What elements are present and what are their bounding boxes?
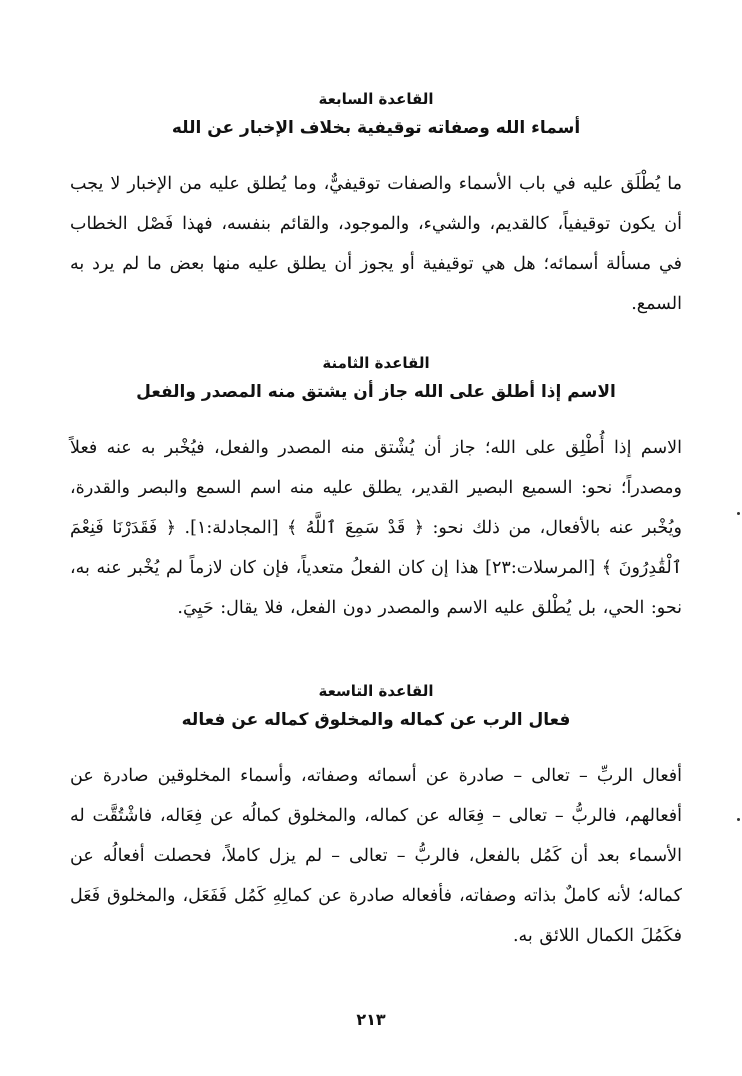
rule-eight-section	[70, 352, 682, 628]
rule-nine-subtitle: فعال الرب عن كماله والمخلوق كماله عن فعاله	[181, 710, 571, 730]
rule-nine-title: القاعدة التاسعة	[318, 682, 434, 700]
rule-eight-title: القاعدة الثامنة	[322, 354, 430, 372]
edge-mark-dot	[737, 512, 740, 515]
rule-nine-paragraph: أفعال الربِّ – تعالى – صادرة عن أسمائه وصفاته، وأسماء المخلوقين صادرة عن أفعالهم، فالربُّ – تعالى – فِعَاله عن كماله، والمخلوق كمالُه عن فِعَاله، فاشْتُقَّت له الأسماء بعد أن كَمُل بالفعل، فالربُّ – تعالى – لم يزل كاملاً، فحصلت أفعالُه عن كماله؛ لأنه كاملٌ بذاته وصفاته، فأفعاله صادرة عن كمالِهِ كَمُل فَفَعَل، والمخلوق فَعَل فكَمُلَ الكمال اللائق به.	[70, 766, 682, 946]
edge-mark-dot	[737, 818, 740, 821]
rule-nine-section	[70, 680, 682, 956]
rule-seven-paragraph: ما يُطْلَق عليه في باب الأسماء والصفات توقيفيٌّ، وما يُطلق عليه من الإخبار لا يجب أن يكون توقيفياً، كالقديم، والشيء، والموجود، والقائم بنفسه، فهذا فَصْل الخطاب في مسألة أسمائه؛ هل هي توقيفية أو يجوز أن يطلق عليه منها بعض ما لم يرد به السمع.	[70, 174, 682, 314]
rule-seven-title: القاعدة السابعة	[318, 90, 434, 108]
page-number: ٢١٣	[356, 1010, 386, 1029]
rule-seven-section	[70, 88, 682, 324]
rule-seven-subtitle: أسماء الله وصفاته توقيفية بخلاف الإخبار عن الله	[171, 118, 581, 138]
rule-eight-paragraph: الاسم إذا أُطْلِق على الله؛ جاز أن يُشْتق منه المصدر والفعل، فيُخْبر به عنه فعلاً ومصدراً؛ نحو: السميع البصير القدير، يطلق عليه منه اسم السمع والبصر والقدرة، ويُخْبر عنه بالأفعال، من ذلك نحو: ﴿ قَدْ سَمِعَ ٱللَّهُ ﴾ [المجادلة:١]. ﴿ فَقَدَرْنَا فَنِعْمَ ٱلْقَٰدِرُونَ ﴾ [المرسلات:٢٣] هذا إن كان الفعلُ متعدياً، فإن كان لازماً لم يُخْبر عنه به، نحو: الحي، بل يُطْلق عليه الاسم والمصدر دون الفعل، فلا يقال: حَيِيَ.	[70, 438, 683, 618]
rule-eight-subtitle: الاسم إذا أطلق على الله جاز أن يشتق منه المصدر والفعل	[136, 382, 616, 402]
